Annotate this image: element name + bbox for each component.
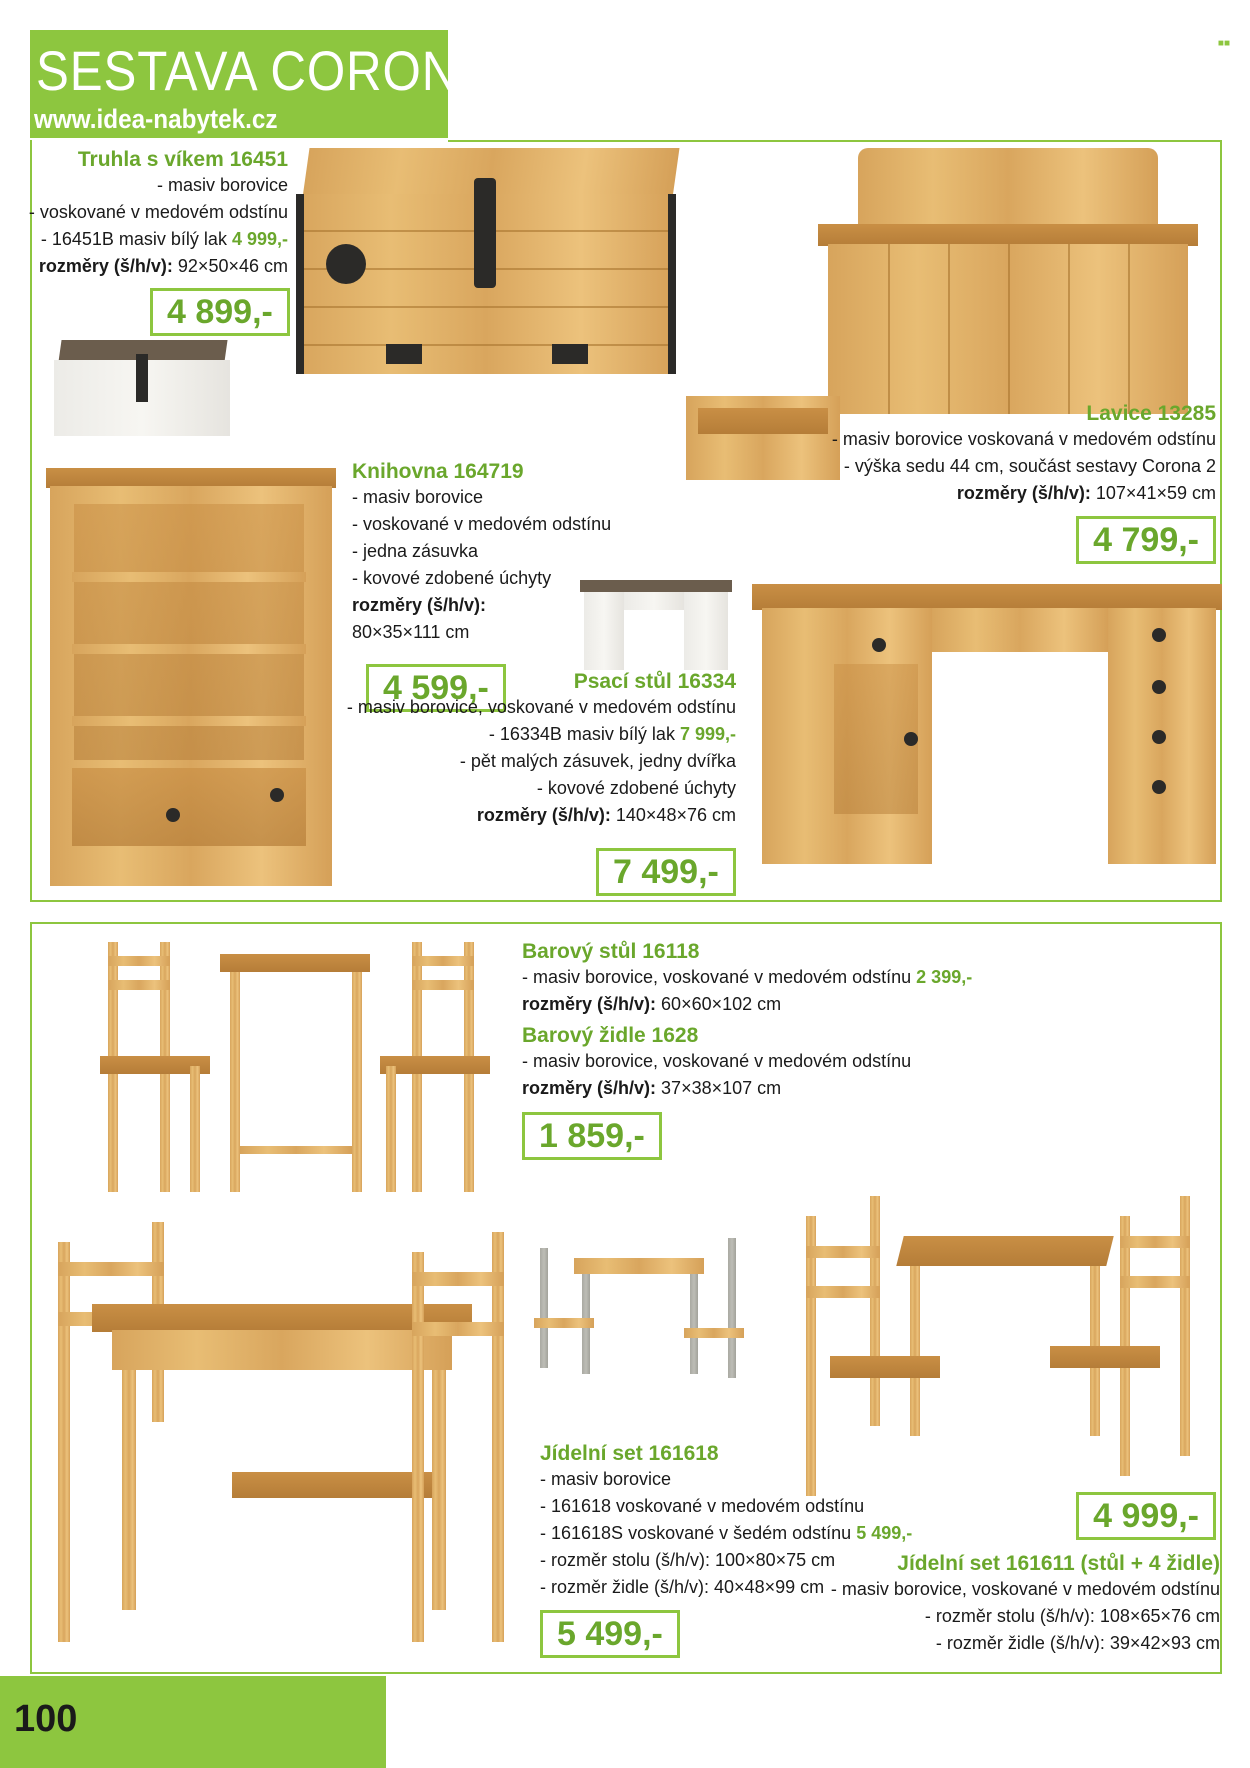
product-title: Barový stůl 16118 [522, 940, 700, 963]
product-dimensions: rozměry (š/h/v): 140×48×76 cm [476, 805, 736, 825]
product-dimensions-value: 80×35×111 cm [352, 622, 470, 642]
price-tag: 7 499,- [596, 848, 736, 896]
price-tag: 4 899,- [150, 288, 290, 336]
product-title: Jídelní set 161611 (stůl + 4 židle) [897, 1552, 1220, 1575]
gray-dining-set-image [534, 1228, 744, 1388]
bench-image [818, 148, 1198, 418]
website-url[interactable]: www.idea-nabytek.cz [34, 104, 278, 134]
section-frame-top-line [448, 140, 1222, 142]
product-line: - jedna zásuvka [352, 541, 479, 561]
product-barova-zidle [522, 1024, 911, 1102]
product-line: - voskované v medovém odstínu [352, 514, 612, 534]
product-psaci-stul [347, 670, 736, 829]
product-line: - masiv borovice, voskované v medovém odstínu [830, 1579, 1220, 1599]
product-line: - pět malých zásuvek, jedny dvířka [459, 751, 736, 771]
product-title: Lavice 13285 [1086, 402, 1216, 425]
white-chest-image [54, 340, 232, 440]
product-barovy-stul [522, 940, 972, 1018]
product-line: - masiv borovice voskovaná v medovém odstínu [831, 429, 1216, 449]
price-tag: 4 999,- [1076, 1492, 1216, 1540]
product-dimensions: rozměry (š/h/v): 92×50×46 cm [38, 256, 288, 276]
product-variant: - 161618S voskované v šedém odstínu 5 499,- [540, 1523, 913, 1543]
page-number: 100 [14, 1698, 78, 1740]
price-tag: 4 599,- [366, 664, 506, 712]
page-number-badge [0, 1676, 386, 1768]
product-line: - výška sedu 44 cm, součást sestavy Corona 2 [843, 456, 1216, 476]
product-title: Truhla s víkem 16451 [77, 148, 288, 171]
page-title: SESTAVA CORONA [36, 39, 492, 102]
product-line: - masiv borovice [540, 1469, 672, 1489]
product-line: - masiv borovice [156, 175, 288, 195]
product-variant: - 16451B masiv bílý lak 4 999,- [40, 229, 288, 249]
bar-set-image [100, 936, 500, 1196]
product-jidelni-161611 [831, 1552, 1220, 1657]
product-line: - rozměr židle (š/h/v): 40×48×99 cm [540, 1577, 825, 1597]
chest-image [296, 148, 686, 386]
product-line: - rozměr stolu (š/h/v): 108×65×76 cm [924, 1606, 1220, 1626]
product-title: Psací stůl 16334 [573, 670, 736, 693]
product-line: - 161618 voskované v medovém odstínu [540, 1496, 865, 1516]
product-line: - masiv borovice, voskované v medovém odstínu [346, 697, 736, 717]
white-desk-image [580, 580, 732, 670]
dining-set-161611-image [800, 1196, 1200, 1496]
product-line: - kovové zdobené úchyty [352, 568, 552, 588]
price-tag: 4 799,- [1076, 516, 1216, 564]
price-tag: 5 499,- [540, 1610, 680, 1658]
product-line: - masiv borovice [352, 487, 484, 507]
product-title: Jídelní set 161618 [540, 1442, 719, 1465]
product-line: - masiv borovice, voskované v medovém odstínu 2 399,- [522, 967, 973, 987]
desk-image [752, 584, 1222, 874]
product-dimensions: rozměry (š/h/v): 37×38×107 cm [522, 1078, 782, 1098]
product-title: Knihovna 164719 [352, 460, 524, 483]
product-line: - masiv borovice, voskované v medovém odstínu [522, 1051, 912, 1071]
product-line: - kovové zdobené úchyty [536, 778, 736, 798]
logo-icon: ■■ [1217, 38, 1230, 49]
product-knihovna [352, 460, 611, 646]
dining-set-161618-image [52, 1222, 522, 1642]
product-line: - rozměr stolu (š/h/v): 100×80×75 cm [540, 1550, 836, 1570]
header-banner [30, 30, 492, 138]
product-line: - voskované v medovém odstínu [28, 202, 288, 222]
product-dimensions: rozměry (š/h/v): 107×41×59 cm [956, 483, 1216, 503]
bench-open-image [686, 396, 840, 480]
price-tag: 1 859,- [522, 1112, 662, 1160]
product-dimensions-label: rozměry (š/h/v): [352, 595, 487, 615]
product-lavice [832, 402, 1216, 507]
product-variant: - 16334B masiv bílý lak 7 999,- [488, 724, 736, 744]
bookcase-image [46, 468, 336, 888]
product-line: - rozměr židle (š/h/v): 39×42×93 cm [935, 1633, 1220, 1653]
product-title: Barový židle 1628 [522, 1024, 699, 1047]
product-truhla [29, 148, 288, 280]
product-dimensions: rozměry (š/h/v): 60×60×102 cm [522, 994, 782, 1014]
